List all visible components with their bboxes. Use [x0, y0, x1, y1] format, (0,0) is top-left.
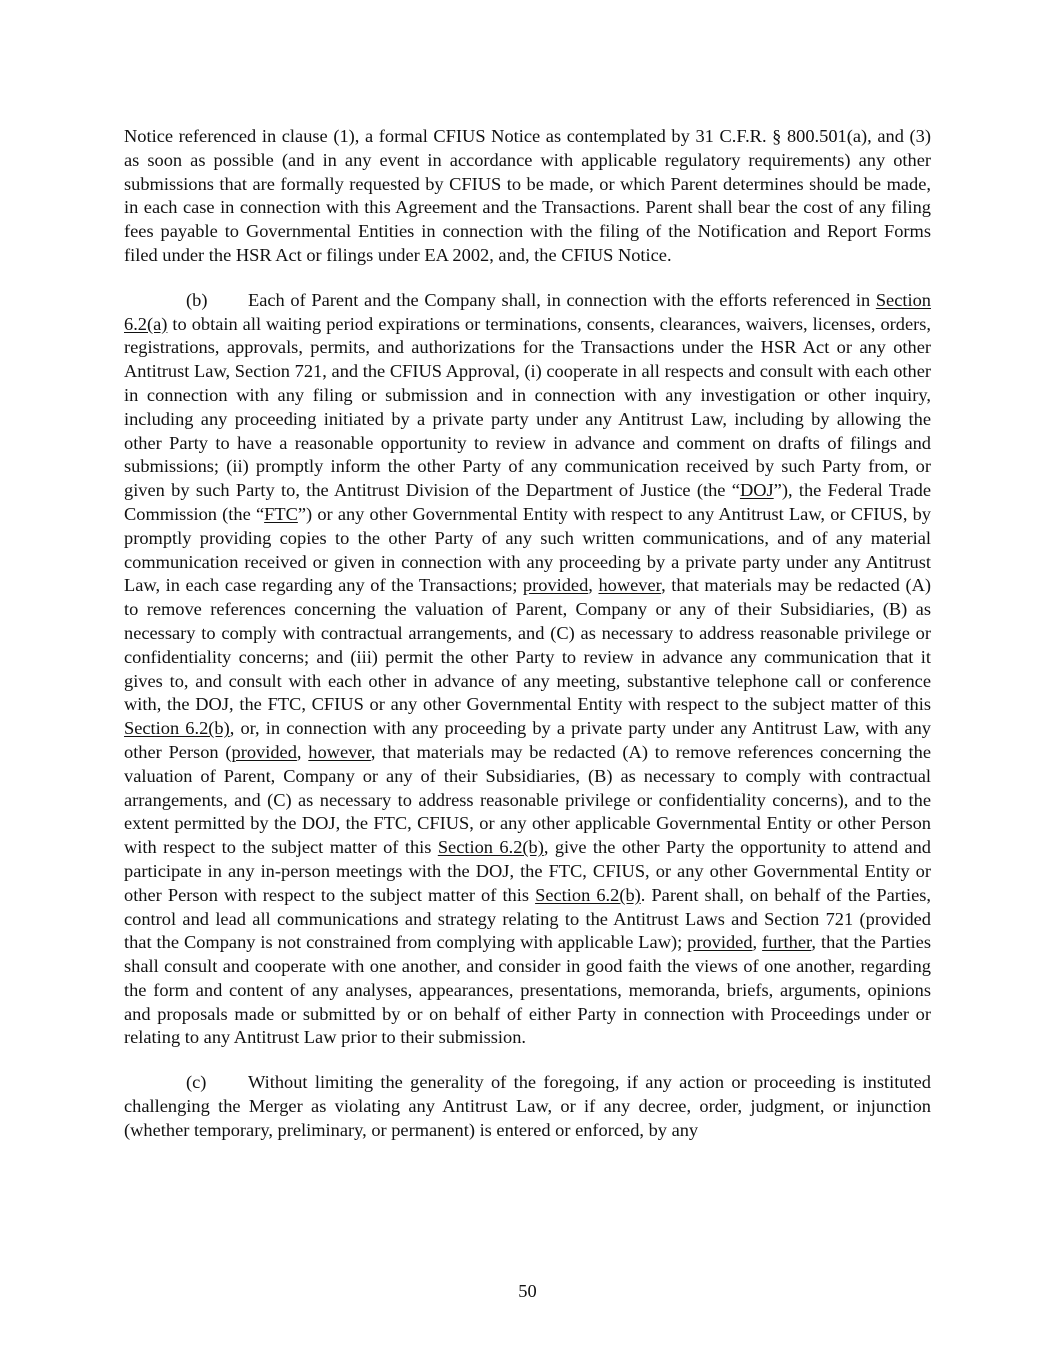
document-page [124, 125, 931, 1164]
section-ref-6-2-b: Section 6.2(b) [124, 718, 230, 739]
page-number: 50 [518, 1281, 537, 1301]
paragraph-c-label: (c) [186, 1072, 207, 1093]
section-ref-6-2-a: Section 6.2(a) [124, 289, 931, 334]
defined-term-doj: DOJ [739, 480, 774, 501]
defined-term-ftc: FTC [264, 503, 298, 524]
term-provided: provided [687, 932, 753, 953]
term-however: however [308, 741, 371, 762]
term-provided: provided [231, 741, 297, 762]
section-ref-6-2-b: Section 6.2(b) [535, 884, 641, 905]
paragraph-c: (c) Without limiting the generality of the foregoing, if any action or proceeding is instituted challenging the Merger as violating any Antitrust Law, or if any decree, order, judgment, or injunction (whether temporary, preliminary, or permanent) is entered or enforced, by any [124, 1072, 931, 1140]
paragraph-a-continuation: Notice referenced in clause (1), a formal CFIUS Notice as contemplated by 31 C.F.R. § 800.501(a), and (3) as soon as possible (and in any event in accordance with applicable regulatory requirements) any other submissions that are formally requested by CFIUS to be made, or which Parent determines should be made, in each case in connection with this Agreement and the Transactions. Parent shall bear the cost of any filing fees payable to Governmental Entities in connection with the filing of the Notification and Report Forms filed under the HSR Act or filings under EA 2002, and, the CFIUS Notice. [124, 126, 931, 265]
section-ref-6-2-b: Section 6.2(b) [437, 837, 544, 858]
term-provided: provided [522, 575, 589, 596]
term-further: further [762, 932, 812, 953]
term-however: however [598, 575, 662, 596]
paragraph-b: (b) Each of Parent and the Company shall, in connection with the efforts referenced in Section 6.2(a) to obtain all waiting period expirations or terminations, consents, clearances, waivers, licenses, orders, registrations, approvals, permits, and authorizations for the Transactions under the HSR Act or any other Antitrust Law, Section 721, and the CFIUS Approval, (i) cooperate in all respects and consult with each other in connection with any filing or submission and in connection with any investigation or other inquiry, including any proceeding initiated by a private party under any Antitrust Law, including by allowing the other Party to have a reasonable opportunity to review in advance and comment on drafts of filings and submissions; (ii) promptly inform the other Party of any communication received by such Party from, or given by such Party to, the Antitrust Division of the Department of Justice (the “DOJ”), the Federal Trade Commission (the “FTC”) or any other Governmental Entity with respect to any Antitrust Law, or CFIUS, by promptly providing copies to the other Party of any such written communications, and of any material communication received or given in connection with any proceeding by a private party under any Antitrust Law, in each case regarding any of the Transactions; provided, however, that materials may be redacted (A) to remove references concerning the valuation of Parent, Company or any of their Subsidiaries, (B) as necessary to comply with contractual arrangements, and (C) as necessary to address reasonable privilege or confidentiality concerns; and (iii) permit the other Party to review in advance any communication that it gives to, and consult with each other in advance of any meeting, substantive telephone call or conference with, the DOJ, the FTC, CFIUS or any other Governmental Entity with respect to the subject matter of this Section 6.2(b), or, in connection with any proceeding by a private party under any Antitrust Law, with any other Person (provided, however, that materials may be redacted (A) to remove references concerning the valuation of Parent, Company or any of their Subsidiaries, (B) as necessary to comply with contractual arrangements, and (C) as necessary to address reasonable privilege or confidentiality concerns), and to the extent permitted by the DOJ, the FTC, CFIUS, or any other applicable Governmental Entity or other Person with respect to the subject matter of this Section 6.2(b), give the other Party the opportunity to attend and participate in any in-person meetings with the DOJ, the FTC, CFIUS, or any other Governmental Entity or other Person with respect to the subject matter of this Section 6.2(b). Parent shall, on behalf of the Parties, control and lead all communications and strategy relating to the Antitrust Laws and Section 721 (provided that the Company is not constrained from complying with applicable Law); provided, further, that the Parties shall consult and cooperate with one another, and consider in good faith the views of one another, regarding the form and content of any analyses, appearances, presentations, memoranda, briefs, arguments, opinions and proposals made or submitted by or on behalf of either Party in connection with Proceedings under or relating to any Antitrust Law prior to their submission. [124, 289, 932, 1048]
paragraph-b-label: (b) [186, 289, 208, 310]
